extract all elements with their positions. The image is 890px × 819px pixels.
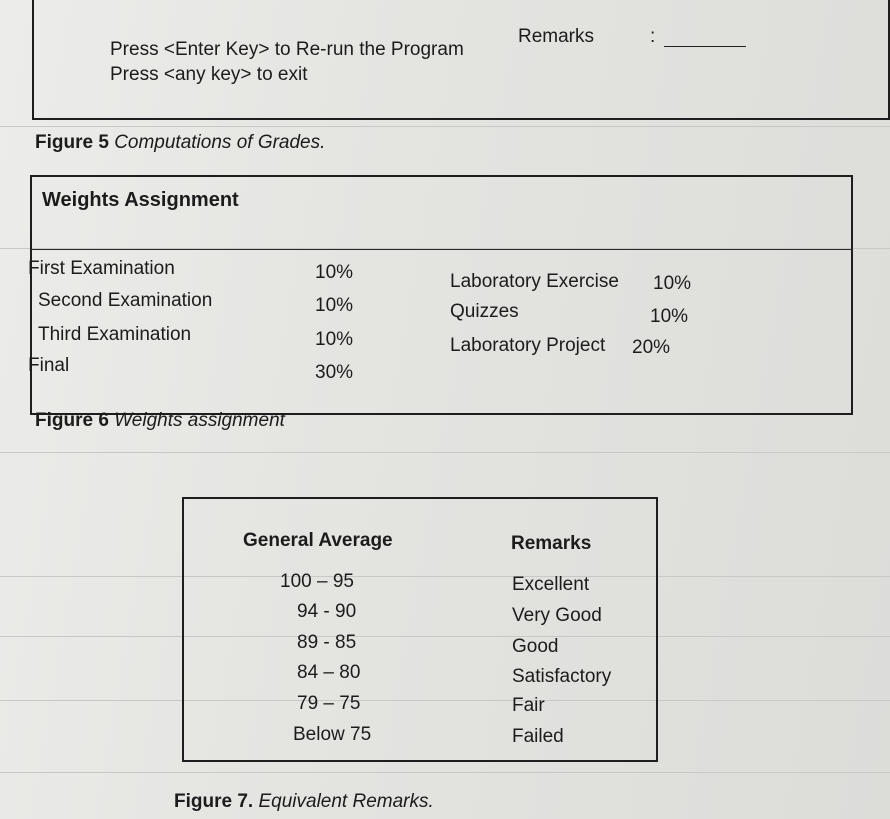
- weight-label: Third Examination: [38, 324, 192, 345]
- figure7-caption: [174, 791, 434, 813]
- figure5-caption: [35, 132, 325, 154]
- remarks-header: Remarks: [511, 533, 592, 554]
- weight-value: 10%: [315, 329, 354, 350]
- general-average-header: General Average: [243, 530, 393, 551]
- weight-label: Second Examination: [38, 290, 213, 311]
- remarks-blank: [664, 46, 746, 47]
- figure7-number: Figure 7.: [174, 791, 254, 812]
- weight-value: 10%: [650, 306, 689, 327]
- figure6-title: Weights assignment: [114, 410, 285, 431]
- average-range: 84 – 80: [297, 662, 361, 683]
- remarks-colon: :: [650, 26, 656, 47]
- weights-title-divider: [30, 249, 853, 250]
- average-range: 79 – 75: [297, 693, 361, 714]
- remark-value: Good: [512, 636, 559, 657]
- exit-instruction: Press <any key> to exit: [110, 64, 308, 85]
- average-range: 100 – 95: [280, 571, 354, 592]
- remark-value: Failed: [512, 726, 564, 747]
- figure5-title: Computations of Grades.: [114, 132, 326, 153]
- rerun-instruction: Press <Enter Key> to Re-run the Program: [110, 39, 464, 60]
- weight-label: First Examination: [28, 258, 175, 279]
- weight-value: 20%: [632, 337, 671, 358]
- remark-value: Satisfactory: [512, 666, 612, 687]
- weight-label: Laboratory Exercise: [450, 271, 619, 292]
- average-range: Below 75: [293, 724, 372, 745]
- ruled-line: [0, 452, 890, 453]
- remarks-label: Remarks: [518, 26, 595, 47]
- average-range: 89 - 85: [297, 632, 357, 653]
- weight-label: Quizzes: [450, 301, 519, 322]
- weight-label: Laboratory Project: [450, 335, 606, 356]
- weight-value: 10%: [315, 262, 354, 283]
- weight-value: 10%: [315, 295, 354, 316]
- remark-value: Fair: [512, 695, 545, 716]
- remark-value: Very Good: [512, 605, 602, 626]
- figure6-number: Figure 6: [35, 410, 109, 431]
- remark-value: Excellent: [512, 574, 590, 595]
- ruled-line: [0, 126, 890, 127]
- figure5-number: Figure 5: [35, 132, 109, 153]
- weight-value: 30%: [315, 362, 354, 383]
- figure6-caption: [35, 410, 285, 432]
- weight-label: Final: [28, 355, 70, 376]
- weights-title: Weights Assignment: [42, 189, 239, 211]
- average-range: 94 - 90: [297, 601, 357, 622]
- figure7-title: Equivalent Remarks.: [258, 791, 434, 812]
- ruled-line: [0, 772, 890, 773]
- weight-value: 10%: [653, 273, 692, 294]
